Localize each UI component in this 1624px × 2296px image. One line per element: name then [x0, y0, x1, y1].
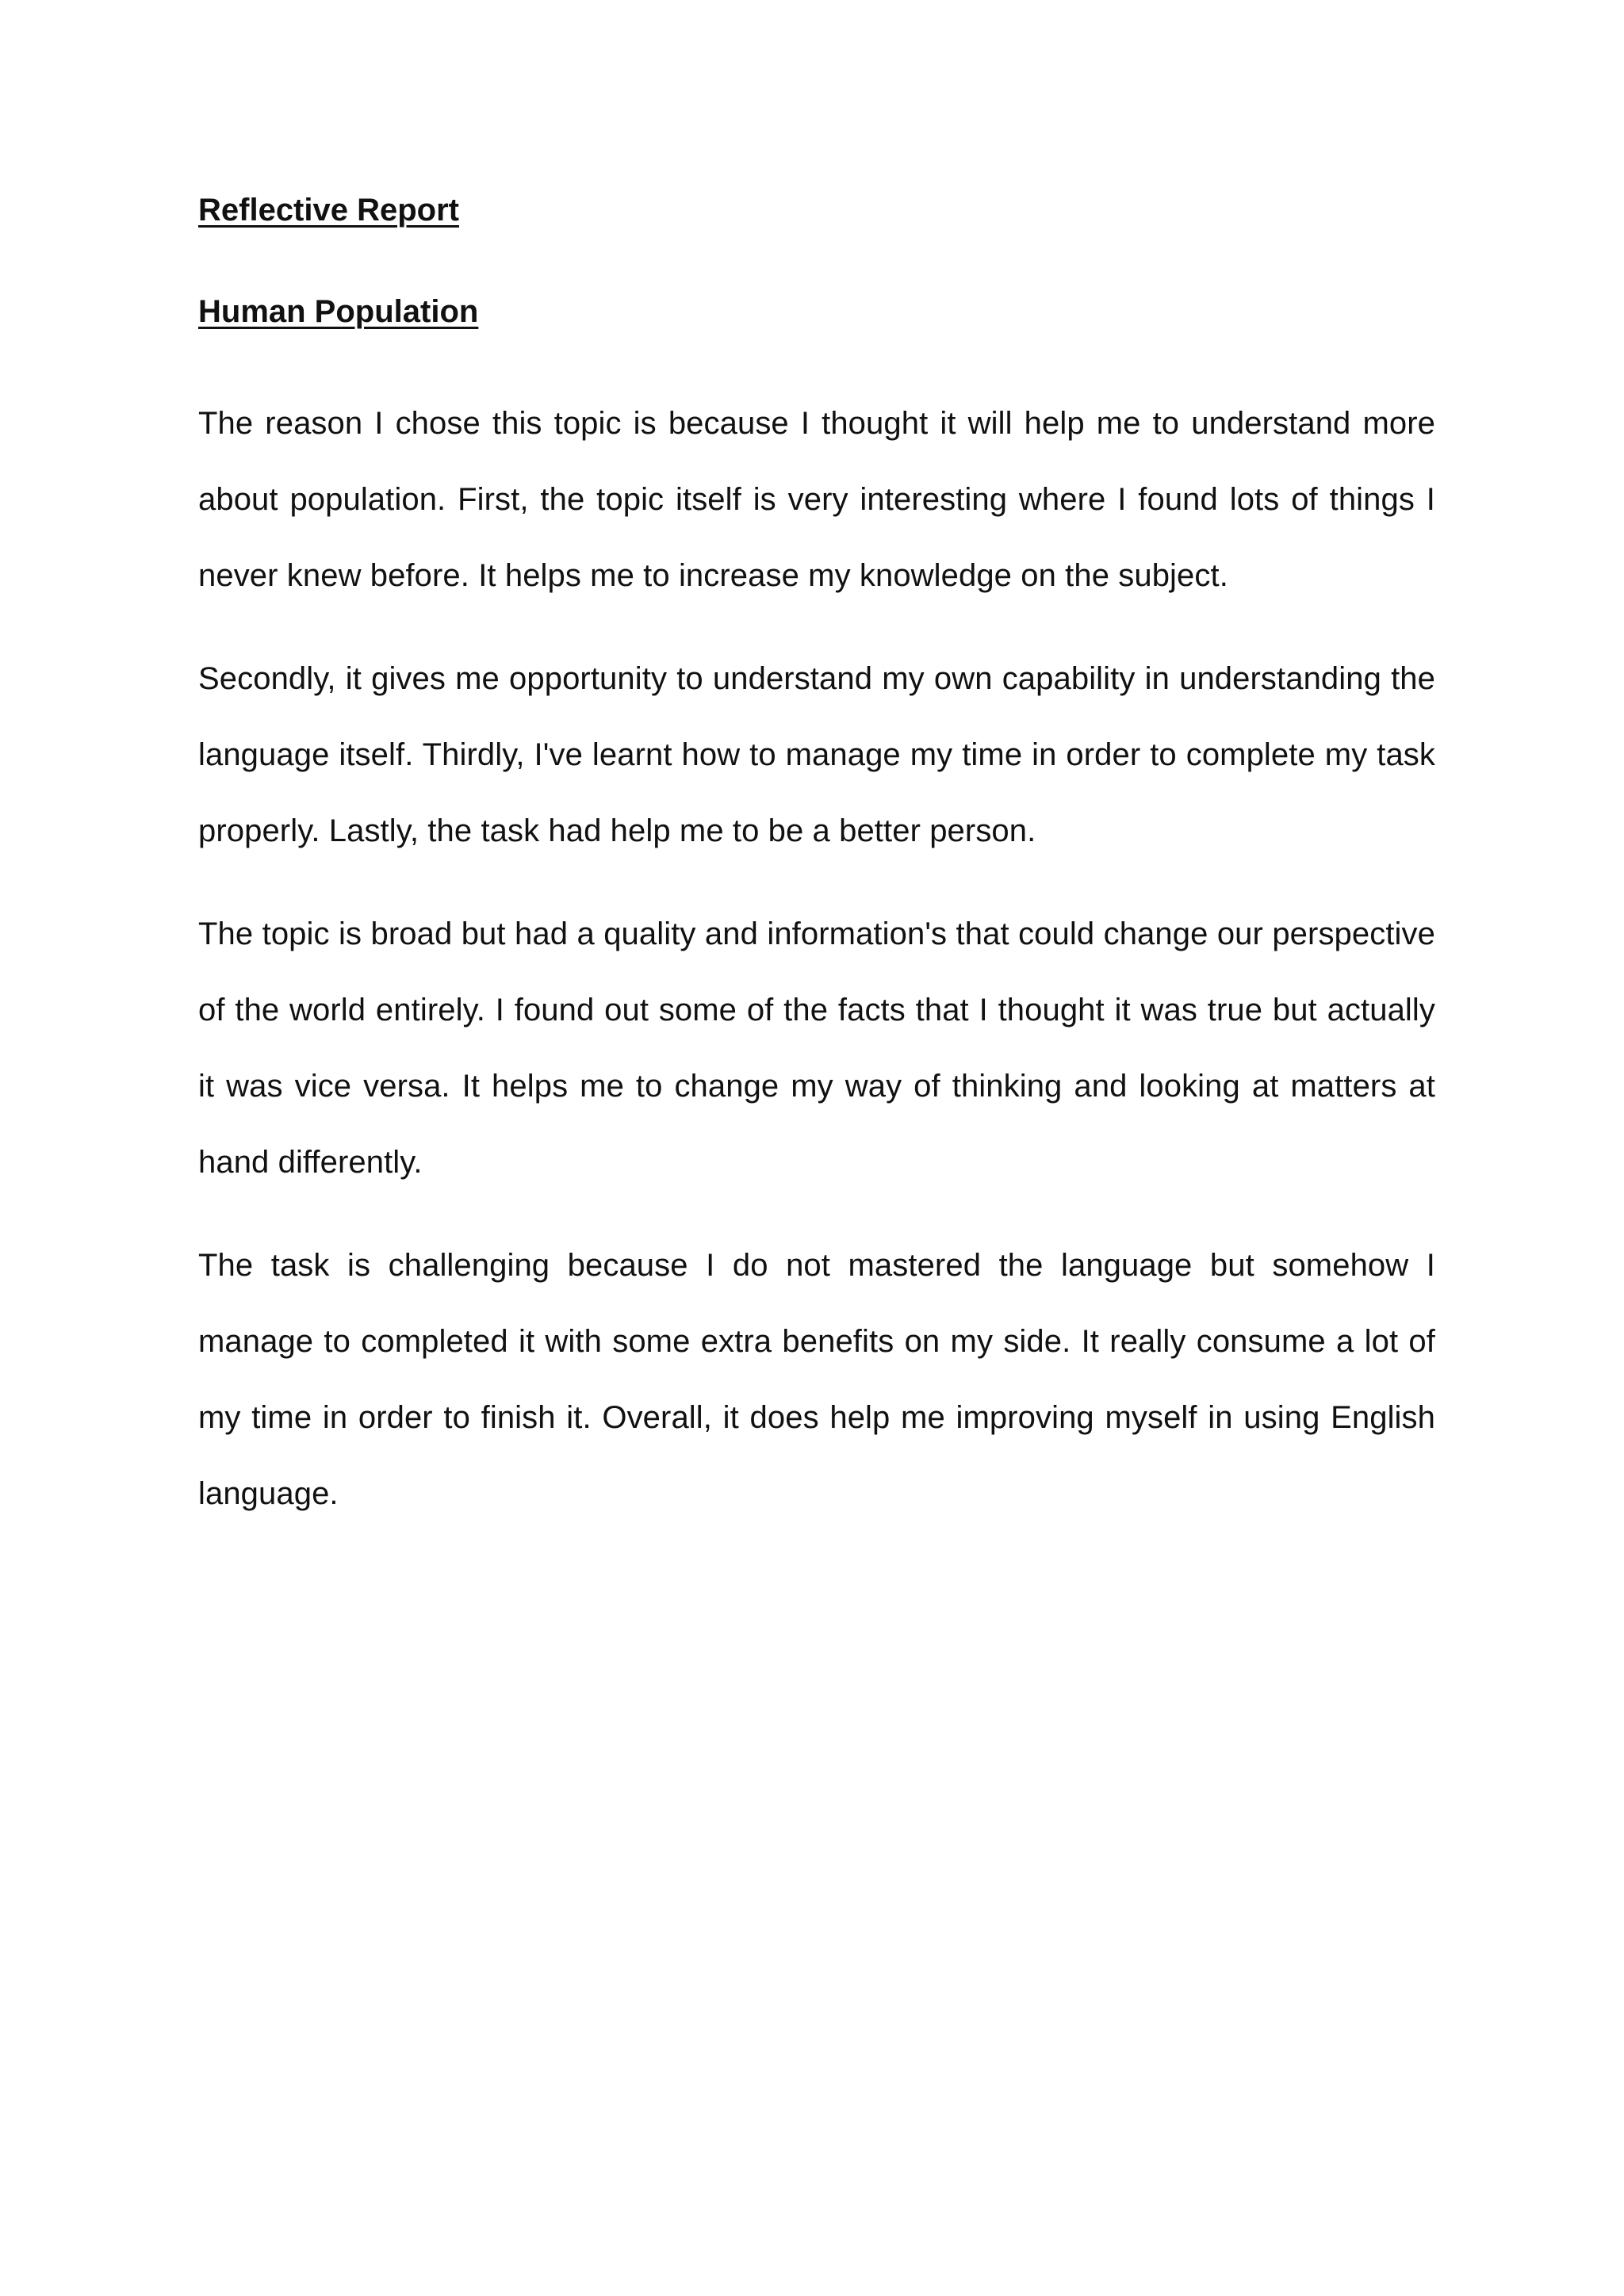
report-subtitle: Human Population — [198, 294, 479, 329]
paragraph-2: Secondly, it gives me opportunity to understand my own capability in understanding the language itself. Thirdly, I've learnt how to manage my time in order to complete my task properly. Lastly, the task had help me to be a better person. — [198, 661, 1435, 848]
document-body — [198, 192, 1435, 1559]
paragraph-1: The reason I chose this topic is because I thought it will help me to understand more about population. First, the topic itself is very interesting where I found lots of things I never knew before. It helps me to increase my knowledge on the subject. — [198, 406, 1435, 593]
report-title: Reflective Report — [198, 193, 459, 228]
paragraph-3: The topic is broad but had a quality and information's that could change our perspective of the world entirely. I found out some of the facts that I thought it was true but actually it was vice versa. It helps me to change my way of thinking and looking at matters at hand differently. — [198, 916, 1435, 1180]
paragraph-4: The task is challenging because I do not mastered the language but somehow I manage to completed it with some extra benefits on my side. It really consume a lot of my time in order to finish it. Overall, it does help me improving myself in using English language. — [198, 1248, 1435, 1511]
